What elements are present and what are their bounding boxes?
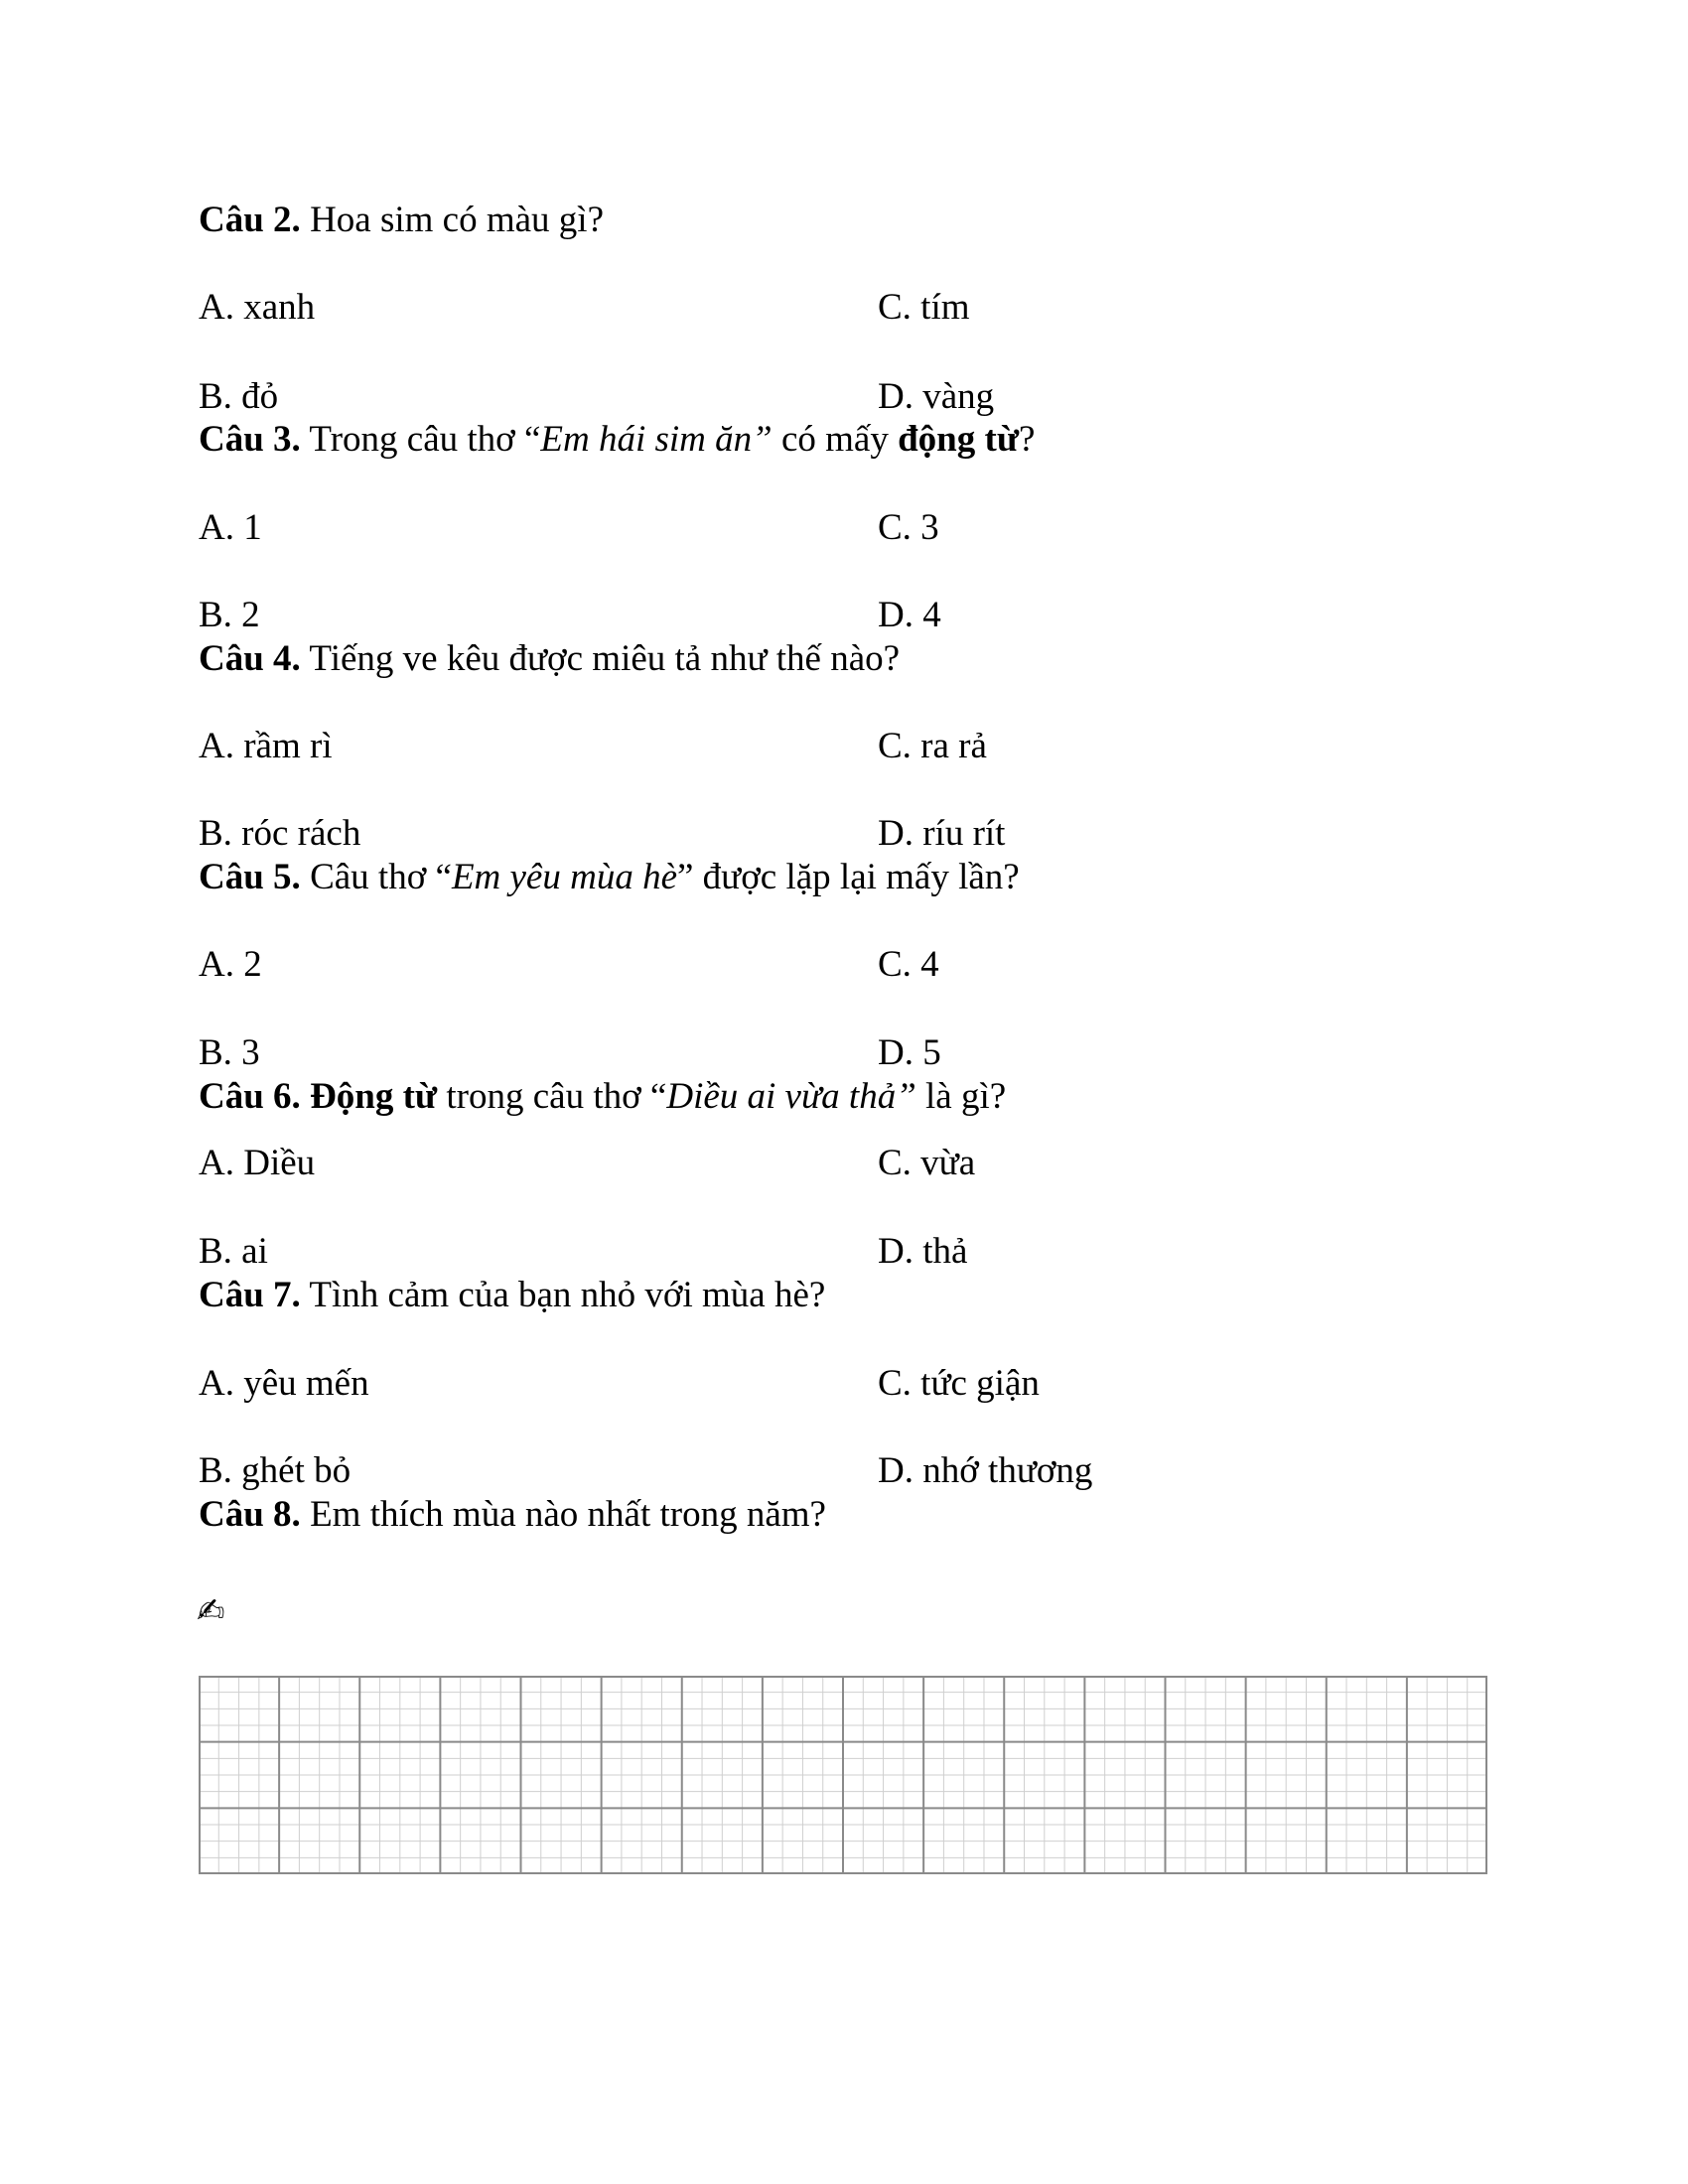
option-d: D. 5 — [878, 1032, 941, 1073]
option-b: B. 2 — [199, 595, 260, 635]
option-a: A. xanh — [199, 287, 316, 328]
option-d: D. vàng — [878, 376, 995, 417]
option-c: C. 3 — [878, 507, 939, 548]
question-6 — [199, 1075, 1006, 1119]
option-a: A. 1 — [199, 507, 262, 548]
option-c: C. ra rả — [878, 726, 987, 766]
question-number: Câu 3. — [199, 419, 301, 460]
question-text: Em thích mùa nào nhất trong năm? — [300, 1494, 826, 1535]
question-4 — [199, 637, 900, 681]
option-b: B. ai — [199, 1231, 268, 1272]
option-a: A. rầm rì — [199, 726, 333, 766]
option-c: C. vừa — [878, 1143, 976, 1183]
question-7 — [199, 1274, 825, 1317]
question-text: ” được lặp lại mấy lần? — [677, 857, 1020, 897]
emphasis-term: Động từ — [310, 1076, 438, 1117]
option-b: B. 3 — [199, 1032, 260, 1073]
option-c: C. 4 — [878, 944, 939, 985]
emphasis-term: động từ — [898, 419, 1020, 460]
question-text: Trong câu thơ “ — [300, 419, 541, 460]
option-c: C. tím — [878, 287, 970, 328]
question-text: Câu thơ “ — [300, 857, 452, 897]
question-text: Tình cảm của bạn nhỏ với mùa hè? — [300, 1275, 826, 1315]
option-b: B. ghét bỏ — [199, 1450, 352, 1491]
quoted-verse: Em yêu mùa hè — [451, 857, 677, 897]
question-number: Câu 7. — [199, 1275, 301, 1315]
question-3 — [199, 418, 1035, 462]
quoted-verse: Em hái sim ăn” — [540, 419, 773, 460]
option-d: D. ríu rít — [878, 813, 1006, 854]
question-text: trong câu thơ “ — [437, 1076, 667, 1117]
question-5 — [199, 856, 1020, 899]
option-a: A. 2 — [199, 944, 262, 985]
option-c: C. tức giận — [878, 1363, 1040, 1404]
handwriting-practice-grid[interactable] — [199, 1676, 1487, 1874]
question-text: có mấy — [772, 419, 899, 460]
option-b: B. đỏ — [199, 376, 279, 417]
question-number: Câu 8. — [199, 1494, 301, 1535]
option-d: D. thả — [878, 1231, 968, 1272]
question-number: Câu 6. — [199, 1076, 301, 1117]
question-number: Câu 2. — [199, 200, 301, 240]
option-d: D. 4 — [878, 595, 941, 635]
question-number: Câu 5. — [199, 857, 301, 897]
question-2 — [199, 199, 604, 242]
question-number: Câu 4. — [199, 638, 301, 679]
question-text: ? — [1019, 419, 1036, 460]
question-text — [301, 1076, 310, 1117]
question-text: Hoa sim có màu gì? — [300, 200, 604, 240]
writing-hand-icon: ✍ — [197, 1591, 225, 1631]
option-b: B. róc rách — [199, 813, 361, 854]
quoted-verse: Diều ai vừa thả” — [666, 1076, 916, 1117]
option-d: D. nhớ thương — [878, 1450, 1093, 1491]
question-8 — [199, 1493, 826, 1537]
question-text: là gì? — [915, 1076, 1007, 1117]
option-a: A. yêu mến — [199, 1363, 369, 1404]
option-a: A. Diều — [199, 1143, 316, 1183]
question-text: Tiếng ve kêu được miêu tả như thế nào? — [300, 638, 901, 679]
